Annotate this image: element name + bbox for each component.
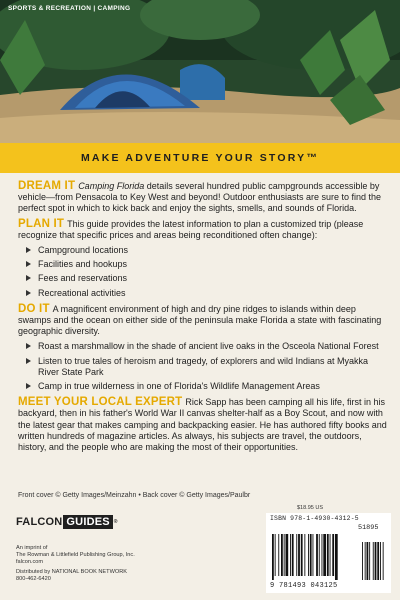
barcode-bar: [335, 534, 338, 580]
barcode-addon-bar: [383, 542, 384, 580]
do-heading: DO IT: [18, 302, 50, 315]
list-item: Listen to true tales of heroism and tragedy, of explorers and wild Indians at Myakka River State Park: [26, 356, 388, 378]
triangle-bullet-icon: [26, 383, 31, 389]
imprint-line: Distributed by NATIONAL BOOK NETWORK: [16, 569, 127, 575]
dream-heading: DREAM IT: [18, 180, 76, 192]
list-item: Roast a marshmallow in the shade of ancient live oaks in the Osceola National Forest: [26, 341, 388, 352]
barcode-addon-bar: [362, 542, 363, 580]
barcode-addon-bar: [375, 542, 377, 580]
logo-guides: GUIDES: [63, 515, 112, 529]
do-section: [18, 304, 388, 338]
do-bullets: [26, 341, 388, 392]
barcode-bar: [301, 534, 303, 576]
barcode-bar: [281, 534, 283, 576]
barcode-bar: [322, 534, 323, 576]
description-body: [18, 181, 388, 457]
barcode-bar: [278, 534, 279, 576]
dream-title: Camping Florida: [78, 181, 145, 191]
plan-section: [18, 219, 388, 241]
list-item: Campground locations: [26, 245, 388, 256]
dream-section: [18, 181, 388, 215]
expert-text: Rick Sapp has been camping all his life, first in his backyard, then in his father's World War II canvas shelter-half as a Boy Scout, and now with the latest gear that makes camping and backpacking easier. He has authored fifty books and written hundreds of magazine articles. As always, his subjects are travel, the outdoors, history, and the people who are making the most of their opportunities.: [18, 397, 387, 453]
triangle-bullet-icon: [26, 290, 31, 296]
barcode-bar: [290, 534, 291, 576]
logo-falcon: FALCON: [16, 516, 63, 528]
barcode-bar: [304, 534, 305, 576]
price-label: $18.95 US: [297, 505, 323, 511]
barcode-bar: [308, 534, 309, 576]
barcode-bar: [319, 534, 320, 576]
barcode-addon-bar: [365, 542, 366, 580]
barcode-bar: [284, 534, 285, 576]
barcode-bar: [272, 534, 274, 580]
cover-photo: [0, 0, 400, 143]
imprint-line: 800-462-6420: [16, 576, 51, 582]
tagline-banner: [0, 143, 400, 173]
tagline: MAKE ADVENTURE YOUR STORY™: [80, 152, 320, 164]
list-item: Fees and reservations: [26, 273, 388, 284]
expert-heading: MEET YOUR LOCAL EXPERT: [18, 396, 183, 409]
category-label: SPORTS & RECREATION | CAMPING: [8, 5, 131, 12]
barcode-addon-bar: [367, 542, 369, 580]
isbn-text: ISBN 978-1-4930-4312-5: [270, 515, 359, 522]
registered-mark: ®: [113, 519, 118, 525]
barcode-bar: [316, 534, 318, 576]
barcode-addon-bar: [369, 542, 370, 580]
list-item: Facilities and hookups: [26, 259, 388, 270]
barcode-addon: 51895: [358, 524, 379, 532]
imprint-line: The Rowman & Littlefield Publishing Group, Inc.: [16, 552, 135, 558]
barcode-bar: [332, 534, 334, 576]
falconguides-logo: [16, 514, 118, 530]
list-item: Recreational activities: [26, 288, 388, 299]
barcode-bar: [292, 534, 294, 576]
barcode-addon-bar: [377, 542, 379, 580]
list-item: Camp in true wilderness in one of Florida's Wildlife Management Areas: [26, 381, 388, 392]
do-text: A magnificent environment of high and dry pine ridges to islands within deep swamps and the ocean on either side of the peninsula make Florida a state with fascinating geographic diversity.: [18, 303, 382, 337]
photo-credits: Front cover © Getty Images/Meinzahn • Back cover © Getty Images/Paulbr: [18, 492, 251, 499]
barcode-bar: [310, 534, 312, 576]
barcode-bar: [298, 534, 300, 576]
barcode-addon-bar: [373, 542, 374, 580]
barcode-bar: [275, 534, 276, 576]
barcode-bar: [296, 534, 297, 576]
barcode-bar: [327, 534, 329, 576]
imprint-line: falcon.com: [16, 559, 44, 565]
barcode-bar: [330, 534, 331, 576]
expert-section: [18, 397, 388, 453]
barcode-addon-bar: [380, 542, 381, 580]
barcode-bar: [323, 534, 326, 576]
campsite-photo-illustration: [0, 0, 400, 143]
plan-text: This guide provides the latest information to plan a customized trip (please recognize that specific prices and areas being reconditioned often change):: [18, 218, 364, 240]
barcode-bar: [313, 534, 314, 576]
plan-bullets: [26, 245, 388, 299]
dream-text: details several hundred public campgrounds accessible by vehicle—from Pensacola to Key West and beyond! Outdoor enthusiasts are sure to find the perfect spot in which to kick back and enjoy the sights, smells, and sounds of Florida.: [18, 181, 382, 214]
plan-heading: PLAN IT: [18, 217, 65, 230]
isbn-barcode: [266, 513, 391, 593]
barcode-digits: 9 781493 043125: [270, 582, 338, 590]
barcode-bar: [286, 534, 289, 576]
triangle-bullet-icon: [26, 343, 31, 349]
triangle-bullet-icon: [26, 358, 31, 364]
triangle-bullet-icon: [26, 261, 31, 267]
triangle-bullet-icon: [26, 275, 31, 281]
triangle-bullet-icon: [26, 247, 31, 253]
publisher-imprint: [16, 545, 135, 583]
imprint-line: An imprint of: [16, 545, 48, 551]
